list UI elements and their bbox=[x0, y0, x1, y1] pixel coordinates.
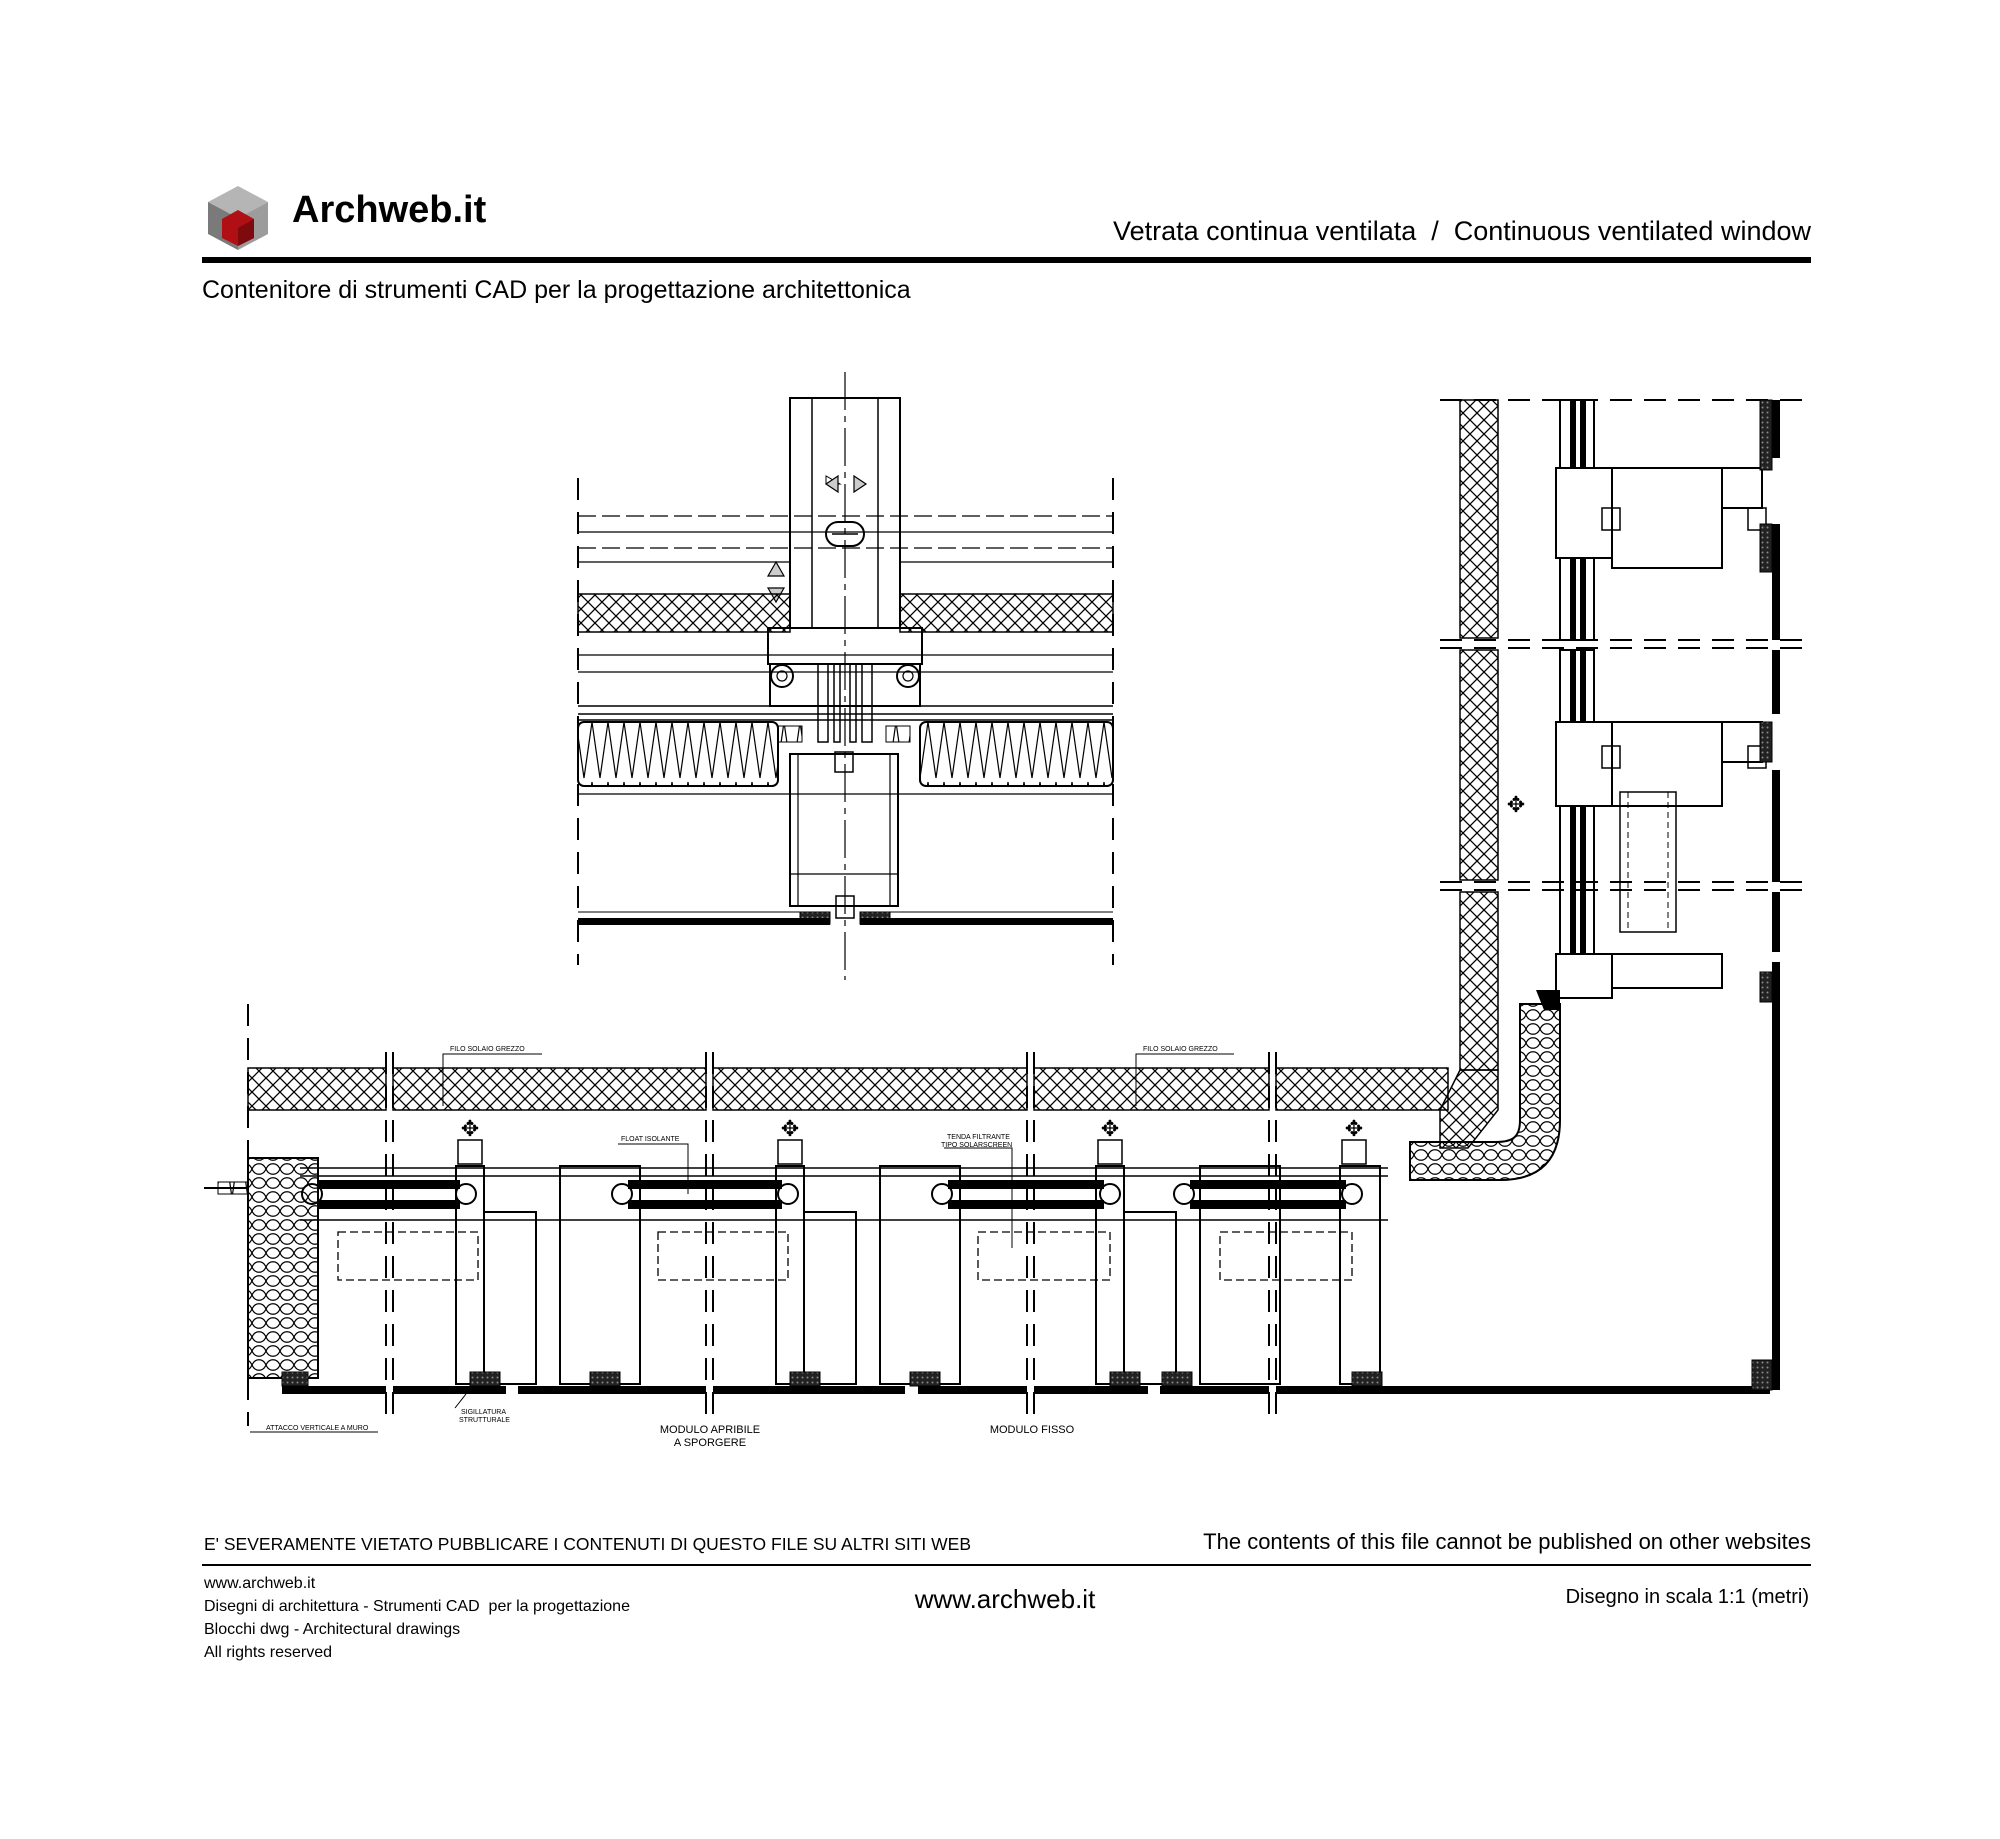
label-sigillatura-line2: STRUTTURALE bbox=[459, 1417, 510, 1424]
page-subtitle: Contenitore di strumenti CAD per la progettazione architettonica bbox=[202, 276, 911, 304]
footer-desc-line2: Blocchi dwg - Architectural drawings bbox=[204, 1621, 461, 1638]
svg-text:✥: ✥ bbox=[1344, 1116, 1364, 1141]
footer-desc-line1: Disegni di architettura - Strumenti CAD per la progettazione bbox=[204, 1598, 630, 1615]
footer-rights: All rights reserved bbox=[204, 1644, 333, 1661]
label-attacco: ATTACCO VERTICALE A MURO bbox=[266, 1425, 369, 1432]
right-detail bbox=[1410, 400, 1812, 1390]
label-modulo-apribile-line2: A SPORGERE bbox=[673, 1437, 747, 1449]
label-modulo-fisso: MODULO FISSO bbox=[989, 1424, 1075, 1436]
drawing-title: Vetrata continua ventilata / Continuous ventilated window bbox=[1113, 216, 1811, 246]
footer-scale: Disegno in scala 1:1 (metri) bbox=[1565, 1586, 1809, 1608]
label-tenda-line1: TENDA FILTRANTE bbox=[947, 1134, 1010, 1141]
footer-rule bbox=[202, 1564, 1811, 1566]
footer-site-center: www.archweb.it bbox=[914, 1584, 1096, 1614]
svg-text:✥: ✥ bbox=[1506, 792, 1526, 817]
label-filo-solaio-left: FILO SOLAIO GREZZO bbox=[450, 1046, 525, 1053]
label-modulo-apribile-line1: MODULO APRIBILE bbox=[659, 1424, 761, 1436]
footer-site-small: www.archweb.it bbox=[204, 1575, 316, 1592]
footer-warning-it: E' SEVERAMENTE VIETATO PUBBLICARE I CONTENUTI DI QUESTO FILE SU ALTRI SITI WEB bbox=[204, 1534, 972, 1554]
label-tenda-line2: TIPO SOLARSCREEN bbox=[941, 1142, 1013, 1149]
label-float-isolante: FLOAT ISOLANTE bbox=[621, 1136, 680, 1143]
header-rule bbox=[202, 257, 1811, 263]
svg-text:✥: ✥ bbox=[460, 1116, 480, 1141]
label-sigillatura-line1: SIGILLATURA bbox=[461, 1409, 506, 1416]
upper-detail bbox=[578, 372, 1113, 980]
svg-text:✥: ✥ bbox=[1100, 1116, 1120, 1141]
brand-name: Archweb.it bbox=[292, 189, 487, 231]
archweb-logo bbox=[208, 186, 268, 250]
footer-warning-en: The contents of this file cannot be published on other websites bbox=[1203, 1529, 1811, 1554]
label-filo-solaio-right: FILO SOLAIO GREZZO bbox=[1143, 1046, 1218, 1053]
svg-text:✥: ✥ bbox=[780, 1116, 800, 1141]
